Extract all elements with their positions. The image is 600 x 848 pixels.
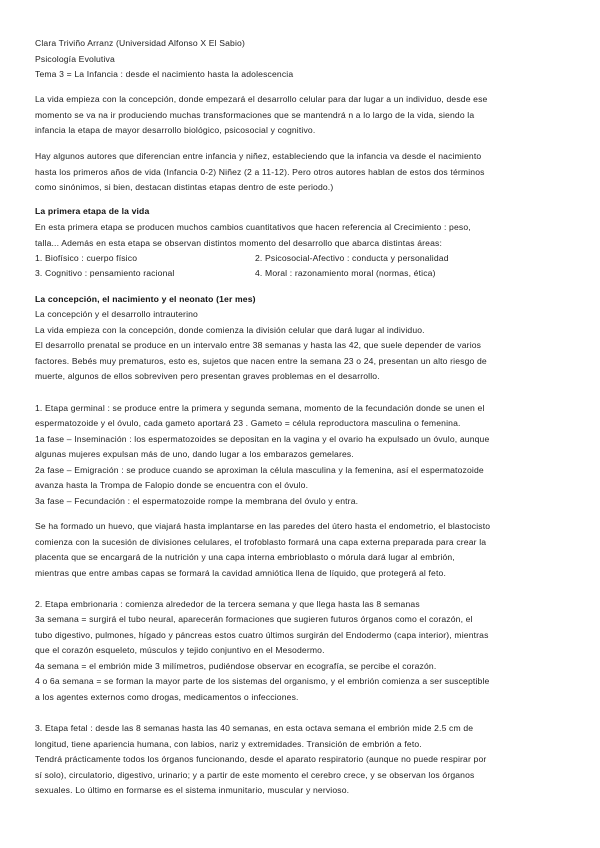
- paragraph-line: momento se va na ir produciendo muchas transformaciones que se mantendrá n a lo largo de la vida, siendo la: [35, 110, 475, 120]
- paragraph-line: talla... Además en esta etapa se observan distintos momento del desarrollo que abarca distintas áreas:: [35, 238, 443, 248]
- paragraph-line: En esta primera etapa se producen muchos cambios cuantitativos que hacen referencia al Crecimiento : peso,: [35, 222, 471, 232]
- paragraph-line: a los agentes externos como drogas, medicamentos o infecciones.: [35, 692, 299, 702]
- paragraph-line: Se ha formado un huevo, que viajará hasta implantarse en las paredes del útero hasta el endometrio, el blastocisto: [35, 521, 491, 531]
- paragraph-line: longitud, tiene apariencia humana, con labios, nariz y extremidades. Transición de embrión a feto.: [35, 739, 422, 749]
- paragraph-line: hasta los primeros años de vida (Infancia 0-2) Niñez (2 a 11-12). Pero otros autores hablan de estos dos términos: [35, 167, 485, 177]
- paragraph-line: algunas mujeres expulsan más de uno, dando lugar a los embarazos gemelares.: [35, 449, 354, 459]
- paragraph-line: infancia la etapa de mayor desarrollo biológico, psicosocial y cognitivo.: [35, 125, 316, 135]
- paragraph-line: placenta que se encargará de la nutrición y una capa interna embrioblasto o mórula dará lugar al embrión,: [35, 552, 455, 562]
- paragraph-line: factores. Bebés muy prematuros, esto es, sujetos que nacen entre la semana 23 o 24, presentan un alto riesgo de: [35, 356, 487, 366]
- paragraph-line: 1. Etapa germinal : se produce entre la primera y segunda semana, momento de la fecundación donde se unen el: [35, 403, 485, 413]
- area-item: 2. Psicosocial-Afectivo : conducta y personalidad: [255, 253, 449, 263]
- paragraph-line: 4a semana = el embrión mide 3 milímetros, pudiéndose observar en ecografía, se percibe el corazón.: [35, 661, 437, 671]
- paragraph-line: muerte, algunos de ellos sobreviven pero presentan graves problemas en el desarrollo.: [35, 371, 380, 381]
- topic-line: Tema 3 = La Infancia : desde el nacimiento hasta la adolescencia: [35, 69, 294, 79]
- area-item: 3. Cognitivo : pensamiento racional: [35, 268, 175, 278]
- paragraph-line: sí solo), circulatorio, digestivo, urinario; y a partir de este momento el cerebro crece, y se observan los órganos: [35, 770, 475, 780]
- subject-line: Psicología Evolutiva: [35, 54, 115, 64]
- paragraph-line: La vida empieza con la concepción, donde comienza la división celular que dará lugar al individuo.: [35, 325, 425, 335]
- paragraph-line: espermatozoide y el óvulo, cada gameto aportará 23 . Gameto = célula reproductora masculina o femenina.: [35, 418, 461, 428]
- paragraph-line: 3. Etapa fetal : desde las 8 semanas hasta las 40 semanas, en esta octava semana el embrión mide 2.5 cm de: [35, 723, 474, 733]
- author-line: Clara Triviño Arranz (Universidad Alfonso X El Sabio): [35, 38, 245, 48]
- area-item: 4. Moral : razonamiento moral (normas, ética): [255, 268, 436, 278]
- paragraph-line: 1a fase – Inseminación : los espermatozoides se depositan en la vagina y el ovario ha expulsado un óvulo, aunque: [35, 434, 490, 444]
- paragraph-line: sexuales. Lo último en formarse es el sistema inmunitario, muscular y nervioso.: [35, 785, 350, 795]
- area-item: 1. Biofísico : cuerpo físico: [35, 253, 138, 263]
- paragraph-line: 3a fase – Fecundación : el espermatozoide rompe la membrana del óvulo y entra.: [35, 496, 359, 506]
- subsection-heading: La concepción y el desarrollo intrauterino: [35, 309, 198, 319]
- paragraph-line: El desarrollo prenatal se produce en un intervalo entre 38 semanas y hasta las 42, que suele depender de varios: [35, 340, 482, 350]
- paragraph-line: 2a fase – Emigración : se produce cuando se aproximan la célula masculina y la femenina, así el espermatozoide: [35, 465, 484, 475]
- paragraph-line: tubo digestivo, pulmones, hígado y páncreas estos cuatro últimos surgirán del Endodermo (capa interior), mientras: [35, 630, 489, 640]
- paragraph-line: mientras que entre ambas capas se formará la cavidad amniótica llena de líquido, que protegerá al feto.: [35, 568, 446, 578]
- paragraph-line: 3a semana = surgirá el tubo neural, aparecerán formaciones que sugieren futuros órganos como el corazón, el: [35, 614, 473, 624]
- paragraph-line: Tendrá prácticamente todos los órganos funcionando, desde el aparato respiratorio (aunque no puede respirar por: [35, 754, 487, 764]
- paragraph-line: que el corazón esqueleto, músculos y tejido conjuntivo en el Mesodermo.: [35, 645, 325, 655]
- section-heading: La concepción, el nacimiento y el neonato (1er mes): [35, 294, 256, 304]
- paragraph-line: 2. Etapa embrionaria : comienza alrededor de la tercera semana y que llega hasta las 8 semanas: [35, 599, 420, 609]
- paragraph-line: Hay algunos autores que diferencian entre infancia y niñez, estableciendo que la infancia va desde el nacimiento: [35, 151, 482, 161]
- section-heading: La primera etapa de la vida: [35, 206, 150, 216]
- paragraph-line: como sinónimos, si bien, destacan distintas etapas dentro de este periodo.): [35, 182, 334, 192]
- paragraph-line: comienza con la sucesión de divisiones celulares, el trofoblasto formará una capa externa preparada para crear la: [35, 537, 487, 547]
- paragraph-line: La vida empieza con la concepción, donde empezará el desarrollo celular para dar lugar a un individuo, desde ese: [35, 94, 488, 104]
- paragraph-line: 4 o 6a semana = se forman la mayor parte de los sistemas del organismo, y el embrión comienza a ser susceptible: [35, 676, 490, 686]
- paragraph-line: avanza hasta la Trompa de Falopio donde se encuentra con el óvulo.: [35, 480, 309, 490]
